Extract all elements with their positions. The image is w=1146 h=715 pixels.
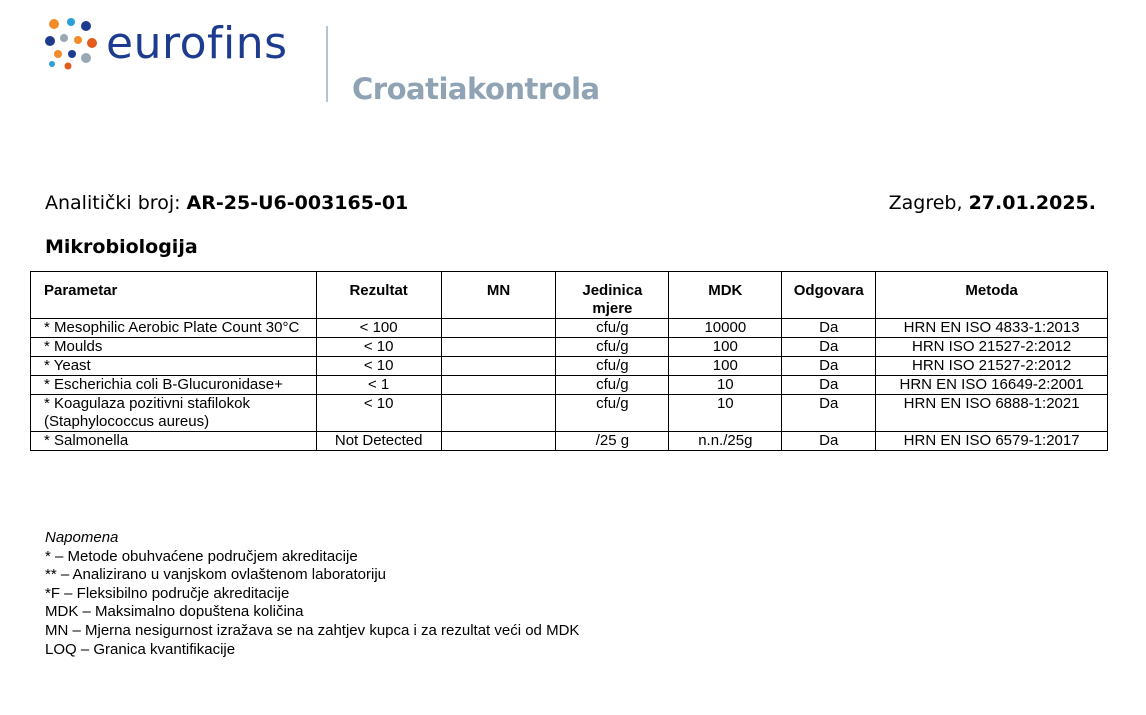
column-header: Odgovara bbox=[782, 272, 876, 319]
cell-mn bbox=[441, 432, 556, 451]
cell-odgovara: Da bbox=[782, 338, 876, 357]
cell-parametar: * Yeast bbox=[31, 357, 317, 376]
table-row bbox=[31, 357, 1108, 376]
cell-jedinica: cfu/g bbox=[556, 338, 669, 357]
results-table bbox=[30, 271, 1108, 451]
cell-metoda: HRN EN ISO 16649-2:2001 bbox=[876, 376, 1108, 395]
logo-dot bbox=[81, 21, 91, 31]
cell-odgovara: Da bbox=[782, 376, 876, 395]
note-line: * – Metode obuhvaćene područjem akreditacije bbox=[45, 547, 358, 565]
cell-jedinica: cfu/g bbox=[556, 357, 669, 376]
cell-metoda: HRN ISO 21527-2:2012 bbox=[876, 357, 1108, 376]
note-line: MN – Mjerna nesigurnost izražava se na zahtjev kupca i za rezultat veći od MDK bbox=[45, 621, 580, 639]
notes-title: Napomena bbox=[45, 529, 119, 546]
logo-subsidiary: Croatiakontrola bbox=[352, 72, 600, 106]
table-header-row bbox=[31, 272, 1108, 319]
column-header: MN bbox=[441, 272, 556, 319]
cell-rezultat: Not Detected bbox=[316, 432, 441, 451]
cell-mn bbox=[441, 376, 556, 395]
cell-metoda: HRN EN ISO 6579-1:2017 bbox=[876, 432, 1108, 451]
cell-odgovara: Da bbox=[782, 395, 876, 432]
logo-dot bbox=[49, 61, 55, 67]
logo-dot bbox=[65, 63, 72, 70]
logo-dot bbox=[49, 19, 59, 29]
cell-odgovara: Da bbox=[782, 319, 876, 338]
logo-dot bbox=[68, 50, 76, 58]
cell-rezultat: < 10 bbox=[316, 395, 441, 432]
cell-mdk: 100 bbox=[669, 338, 782, 357]
logo-dot bbox=[81, 53, 91, 63]
place-date-line bbox=[889, 192, 1096, 214]
notes-block bbox=[45, 529, 579, 659]
table-row bbox=[31, 319, 1108, 338]
cell-parametar: * Salmonella bbox=[31, 432, 317, 451]
note-line: *F – Fleksibilno područje akreditacije bbox=[45, 584, 290, 602]
note-line: ** – Analizirano u vanjskom ovlaštenom laboratoriju bbox=[45, 566, 387, 584]
column-header: Parametar bbox=[31, 272, 317, 319]
cell-metoda: HRN EN ISO 4833-1:2013 bbox=[876, 319, 1108, 338]
cell-jedinica: cfu/g bbox=[556, 319, 669, 338]
cell-parametar: * Koagulaza pozitivni stafilokok (Staphylococcus aureus) bbox=[31, 395, 317, 432]
cell-mdk: n.n./25g bbox=[669, 432, 782, 451]
cell-mn bbox=[441, 395, 556, 432]
table-row bbox=[31, 338, 1108, 357]
logo-dot bbox=[45, 36, 55, 46]
cell-rezultat: < 1 bbox=[316, 376, 441, 395]
column-header: Rezultat bbox=[316, 272, 441, 319]
logo-brand: eurofins bbox=[106, 18, 288, 69]
cell-odgovara: Da bbox=[782, 432, 876, 451]
cell-rezultat: < 100 bbox=[316, 319, 441, 338]
column-header: MDK bbox=[669, 272, 782, 319]
cell-jedinica: /25 g bbox=[556, 432, 669, 451]
report-date: 27.01.2025. bbox=[968, 192, 1096, 214]
eurofins-dots-icon bbox=[44, 16, 98, 70]
column-header: Metoda bbox=[876, 272, 1108, 319]
cell-mdk: 10 bbox=[669, 395, 782, 432]
cell-metoda: HRN ISO 21527-2:2012 bbox=[876, 338, 1108, 357]
logo-dot bbox=[54, 50, 62, 58]
company-logo bbox=[44, 14, 604, 114]
table-row bbox=[31, 376, 1108, 395]
logo-dot bbox=[87, 38, 97, 48]
cell-rezultat: < 10 bbox=[316, 338, 441, 357]
section-title: Mikrobiologija bbox=[45, 236, 198, 258]
column-header: Jedinica mjere bbox=[556, 272, 669, 319]
cell-mdk: 10000 bbox=[669, 319, 782, 338]
cell-rezultat: < 10 bbox=[316, 357, 441, 376]
logo-dot bbox=[60, 34, 68, 42]
table-row bbox=[31, 432, 1108, 451]
logo-dot bbox=[74, 36, 82, 44]
cell-odgovara: Da bbox=[782, 357, 876, 376]
cell-jedinica: cfu/g bbox=[556, 376, 669, 395]
analytic-number-line bbox=[45, 192, 408, 214]
analytic-number: AR-25-U6-003165-01 bbox=[186, 192, 409, 214]
table-row bbox=[31, 395, 1108, 432]
note-line: LOQ – Granica kvantifikacije bbox=[45, 640, 236, 658]
logo-dot bbox=[67, 18, 75, 26]
logo-divider bbox=[326, 26, 328, 102]
cell-metoda: HRN EN ISO 6888-1:2021 bbox=[876, 395, 1108, 432]
cell-mn bbox=[441, 357, 556, 376]
cell-parametar: * Moulds bbox=[31, 338, 317, 357]
cell-jedinica: cfu/g bbox=[556, 395, 669, 432]
cell-mn bbox=[441, 338, 556, 357]
analytic-number-label: Analitički broj: bbox=[45, 192, 181, 214]
note-line: MDK – Maksimalno dopuštena količina bbox=[45, 603, 304, 621]
city-label: Zagreb, bbox=[888, 192, 963, 214]
cell-mdk: 100 bbox=[669, 357, 782, 376]
cell-parametar: * Mesophilic Aerobic Plate Count 30°C bbox=[31, 319, 317, 338]
cell-parametar: * Escherichia coli B-Glucuronidase+ bbox=[31, 376, 317, 395]
cell-mn bbox=[441, 319, 556, 338]
cell-mdk: 10 bbox=[669, 376, 782, 395]
